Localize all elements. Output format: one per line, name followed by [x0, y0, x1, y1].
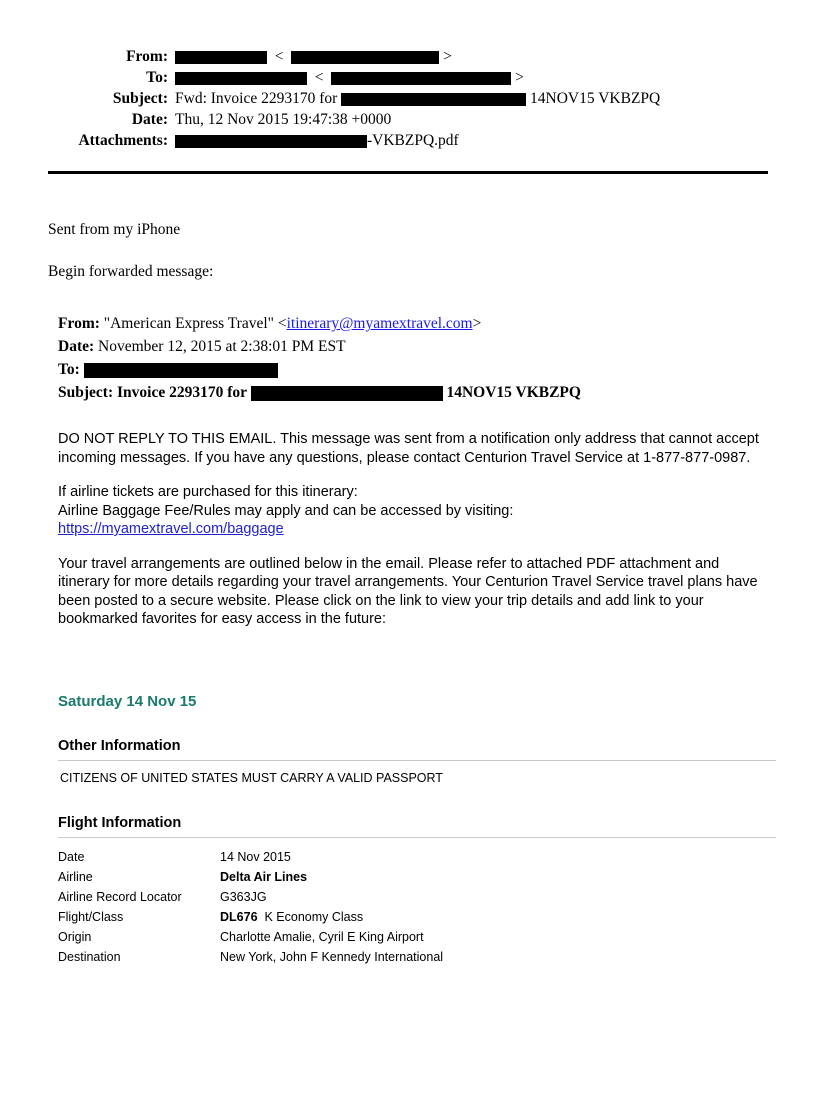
itinerary-section	[58, 693, 776, 967]
baggage-line-2: Airline Baggage Fee/Rules may apply and can be accessed by visiting:	[58, 502, 514, 519]
other-information-title: Other Information	[58, 737, 181, 754]
forwarded-from-value: "American Express Travel" <	[103, 315, 287, 332]
angle-open: <	[270, 48, 288, 65]
redaction-bar	[84, 363, 278, 378]
flight-information-table	[58, 847, 776, 967]
row-value-bold: Delta Air Lines	[220, 869, 308, 884]
row-key: Flight/Class	[58, 909, 124, 924]
email-header-table	[48, 46, 660, 151]
forwarded-subject-label: Subject:	[58, 384, 114, 401]
date-value: Thu, 12 Nov 2015 19:47:38 +0000	[175, 111, 392, 128]
row-value-text: K Economy Class	[264, 909, 364, 924]
subject-text-before: Fwd: Invoice 2293170 for	[175, 90, 342, 107]
row-key: Date	[58, 849, 85, 864]
row-key: Origin	[58, 929, 92, 944]
other-information-section	[58, 738, 776, 787]
row-value	[220, 907, 776, 927]
header-row-subject	[48, 88, 660, 109]
flight-information-title: Flight Information	[58, 814, 182, 831]
subject-label: Subject:	[112, 90, 168, 107]
table-row	[58, 887, 776, 907]
other-information-text: CITIZENS OF UNITED STATES MUST CARRY A VALID PASSPORT	[60, 770, 443, 785]
baggage-link[interactable]: https://myamextravel.com/baggage	[58, 521, 284, 537]
from-value	[175, 46, 660, 67]
redaction-bar	[251, 386, 443, 401]
document-page	[0, 46, 816, 1102]
row-key: Destination	[58, 949, 121, 964]
table-row	[58, 907, 776, 927]
redaction-bar	[175, 135, 367, 148]
row-value: G363JG	[220, 889, 267, 904]
header-divider	[48, 171, 768, 174]
header-row-date	[48, 109, 660, 130]
forwarded-date-value: November 12, 2015 at 2:38:01 PM EST	[98, 338, 346, 355]
forwarded-to-row	[58, 358, 768, 381]
redaction-bar	[291, 51, 439, 64]
redaction-bar	[331, 72, 511, 85]
forwarded-subject-row	[58, 381, 768, 404]
subject-text-after: 14NOV15 VKBZPQ	[530, 90, 661, 107]
email-body	[0, 220, 816, 967]
forwarded-date-label: Date:	[58, 338, 95, 355]
forwarded-from-row	[58, 312, 768, 335]
redaction-bar	[175, 72, 307, 85]
table-row	[58, 867, 776, 887]
signature-line: Sent from my iPhone	[48, 221, 181, 238]
date-label: Date:	[131, 111, 168, 128]
baggage-line-1: If airline tickets are purchased for this itinerary:	[58, 484, 358, 500]
table-row	[58, 947, 776, 967]
angle-close: >	[443, 48, 452, 65]
table-row	[58, 847, 776, 867]
row-value-bold: DL676	[220, 909, 258, 924]
forwarded-to-label: To:	[58, 361, 80, 378]
header-row-from	[48, 46, 660, 67]
forwarded-header	[58, 312, 768, 404]
header-row-to	[48, 67, 660, 88]
row-key: Airline Record Locator	[58, 889, 182, 904]
forwarded-from-close: >	[472, 315, 482, 332]
email-header	[0, 46, 816, 151]
to-label: To:	[146, 69, 168, 86]
travel-arrangements-paragraph: Your travel arrangements are outlined below in the email. Please refer to attached PDF attachment and itinerary for more details regarding your travel arrangements. Your Centurion Travel Service travel plans have been posted to a secure website. Please click on the link to view your trip details and add link to your bookmarked favorites for easy access in the future:	[58, 555, 758, 627]
forwarded-subject-before: Invoice 2293170 for	[116, 384, 251, 401]
attachments-value[interactable]	[175, 130, 660, 151]
to-value	[175, 67, 660, 88]
forwarded-from-label: From:	[58, 315, 100, 332]
sender-email-link[interactable]: itinerary@myamextravel.com	[286, 315, 473, 332]
subject-value	[175, 88, 660, 109]
notification-message	[58, 430, 770, 629]
baggage-paragraph	[58, 483, 770, 539]
section-divider	[58, 837, 776, 838]
header-row-attachments	[48, 130, 660, 151]
section-divider	[58, 760, 776, 761]
attachment-filename-suffix: -VKBZPQ.pdf	[367, 132, 459, 149]
section-gap	[58, 787, 776, 815]
table-row	[58, 927, 776, 947]
angle-open: <	[310, 69, 328, 86]
do-not-reply-paragraph: DO NOT REPLY TO THIS EMAIL. This message was sent from a notification only address that cannot accept incoming messages. If you have any questions, please contact Centurion Travel Service at 1-877-877-0987.	[58, 431, 759, 466]
row-key: Airline	[58, 869, 93, 884]
from-label: From:	[126, 48, 168, 65]
forwarded-date-row	[58, 335, 768, 358]
redaction-bar	[175, 51, 267, 64]
begin-forwarded-line: Begin forwarded message:	[48, 263, 214, 280]
angle-close: >	[515, 69, 524, 86]
row-value: New York, John F Kennedy International	[220, 949, 444, 964]
attachments-label: Attachments:	[78, 132, 168, 149]
flight-information-section	[58, 815, 776, 967]
row-value	[220, 867, 776, 887]
row-value: 14 Nov 2015	[220, 849, 291, 864]
row-value: Charlotte Amalie, Cyril E King Airport	[220, 929, 424, 944]
forwarded-subject-after: 14NOV15 VKBZPQ	[446, 384, 581, 401]
redaction-bar	[341, 93, 526, 106]
itinerary-day-heading: Saturday 14 Nov 15	[58, 692, 197, 710]
